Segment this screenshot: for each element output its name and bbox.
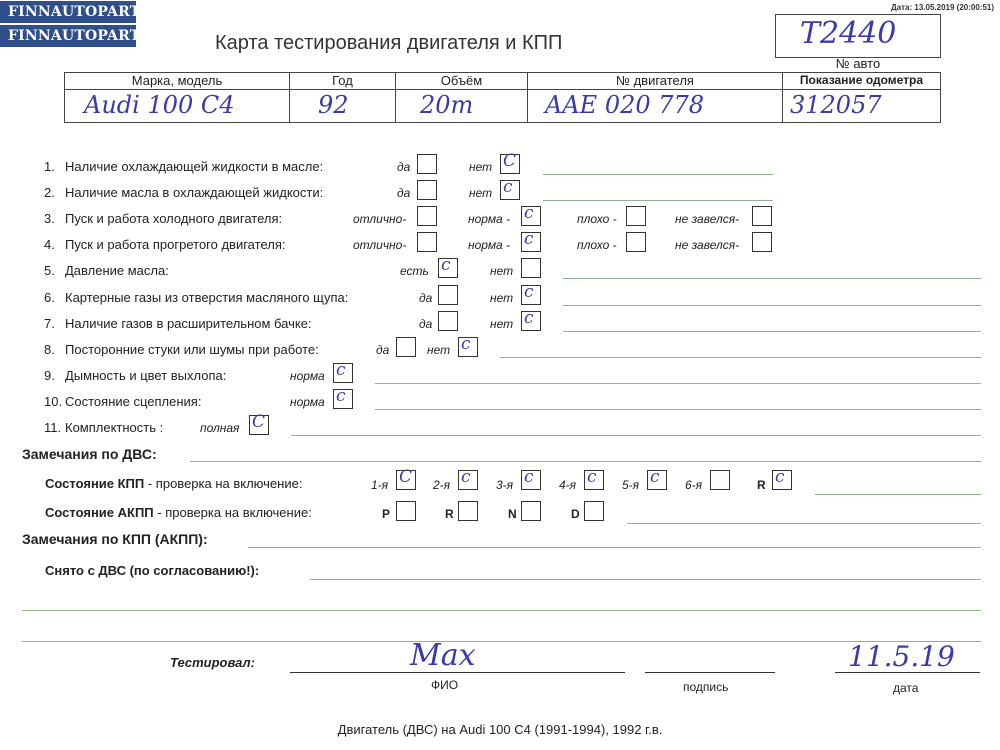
kpp-gear-3-label: 3-я [496,478,514,492]
check-1-opt-yes: да [397,160,411,174]
check-11-notes-line [291,435,981,436]
check-7-opt-no: нет [490,317,514,331]
check-9-mark-normal: с [336,360,346,380]
removed-line [310,579,981,580]
check-6-number: 6. [44,290,55,305]
check-11-mark-full: С [252,412,266,432]
check-5-mark-yes: с [441,255,451,275]
check-8-label: Посторонние стуки или шумы при работе: [65,342,319,357]
kpp-gear-4-label: 4-я [559,478,577,492]
akpp-gear-r-box[interactable] [458,501,478,521]
check-3-label: Пуск и работа холодного двигателя: [65,211,283,226]
check-9-box-normal[interactable] [333,360,353,383]
check-7-label: Наличие газов в расширительном бачке: [65,316,312,331]
kpp-gear-6-label: 6-я [685,478,703,492]
check-9-number: 9. [44,368,55,383]
check-3-box-bad[interactable] [626,206,646,226]
check-4-box-normal[interactable] [521,229,541,252]
check-4-number: 4. [44,237,55,252]
check-4-box-nostart[interactable] [752,232,772,252]
akpp-label [45,505,312,520]
check-10-opt-normal: норма [290,395,325,409]
check-2-opt-yes: да [397,186,411,200]
check-4-opt-nostart: не завелся- [675,238,740,252]
akpp-gear-r-label: R [445,507,454,521]
check-7-box-yes[interactable] [438,311,458,331]
akpp-gear-d-label: D [571,507,580,521]
check-4-mark-normal: с [524,229,534,249]
check-3-mark-normal: с [524,203,534,223]
check-3-box-nostart[interactable] [752,206,772,226]
extra-line-1 [22,610,981,611]
check-5-number: 5. [44,263,55,278]
check-8-mark-no: с [461,334,471,354]
kpp-gear-2-label: 2-я [433,478,451,492]
kpp-gear-r-label: R [757,478,766,492]
kpp-gear-3-mark: с [524,467,534,487]
engine-remarks-label: Замечания по ДВС: [22,446,157,462]
check-10-mark-normal: с [336,386,346,406]
check-4-opt-bad: плохо - [577,238,617,252]
header-make: Марка, модель [131,73,223,88]
check-3-box-normal[interactable] [521,203,541,226]
check-10-notes-line [375,409,981,410]
check-8-number: 8. [44,342,55,357]
date-label: дата [893,681,919,695]
car-number-label: № авто [835,56,881,71]
check-11-number: 11. [44,420,62,435]
akpp-gear-n-label: N [508,507,517,521]
check-4-opt-normal: норма - [468,238,511,252]
header-volume: Объём [440,73,483,88]
check-3-opt-bad: плохо - [577,212,617,226]
check-1-number: 1. [44,159,55,174]
kpp-gear-4-mark: с [587,467,597,487]
kpp-gear-2-mark: с [461,467,471,487]
akpp-label-bold: Состояние АКПП [45,505,154,520]
akpp-label-rest: - проверка на включение: [153,505,312,520]
check-1-mark-no: С [503,151,517,171]
check-10-number: 10. [44,394,63,409]
check-9-notes-line [375,383,981,384]
check-4-box-excellent[interactable] [417,232,437,252]
kpp-remarks-label: Замечания по КПП (АКПП): [22,531,208,547]
check-7-box-no[interactable] [521,308,541,331]
akpp-gear-p-label: P [382,507,391,521]
check-3-opt-normal: норма - [468,212,511,226]
kpp-label-bold: Состояние КПП [45,476,145,491]
kpp-gear-6-box[interactable] [710,470,730,490]
check-7-notes-line [563,331,981,332]
check-6-label: Картерные газы из отверстия масляного щупа: [65,290,349,305]
check-2-box-yes[interactable] [417,180,437,200]
check-8-notes-line [500,357,981,358]
check-11-label: Комплектность : [65,420,164,435]
check-8-box-no[interactable] [458,334,478,357]
kpp-gear-3-box[interactable] [521,467,541,490]
check-2-box-no[interactable] [500,177,520,200]
check-6-opt-yes: да [419,291,433,305]
kpp-gear-1-label: 1-я [371,478,389,492]
removed-label: Снято с ДВС (по согласованию!): [45,563,260,578]
check-2-label: Наличие масла в охлаждающей жидкости: [65,185,324,200]
check-3-opt-nostart: не завелся- [675,212,740,226]
kpp-gear-5-box[interactable] [647,467,667,490]
check-11-box-full[interactable] [249,412,269,435]
kpp-gear-r-box[interactable] [772,467,792,490]
check-5-opt-no: нет [490,264,514,278]
check-5-opt-yes: есть [400,264,429,278]
akpp-notes-line [627,523,981,524]
form-title: Карта тестирования двигателя и КПП [215,32,563,54]
kpp-gear-4-box[interactable] [584,467,604,490]
check-2-notes-line [543,200,773,201]
check-2-opt-no: нет [469,186,493,200]
check-9-label: Дымность и цвет выхлопа: [65,368,227,383]
car-number-value: T2440 [800,16,897,51]
kpp-gear-5-mark: с [650,467,660,487]
header-odometer: Показание одометра [799,73,924,87]
check-1-notes-line [543,174,773,175]
sign-label: подпись [683,680,729,694]
kpp-gear-1-box[interactable] [396,467,416,490]
check-2-mark-no: с [503,177,513,197]
value-make: Audi 100 C4 [84,91,235,119]
date-stamp: Дата: 13.05.2019 (20:00:51) [890,3,994,12]
kpp-gear-5-label: 5-я [622,478,640,492]
check-8-box-yes[interactable] [396,337,416,357]
kpp-notes-line [815,494,981,495]
fio-label: ФИО [431,678,459,692]
akpp-gear-d-box[interactable] [584,501,604,521]
check-3-box-excellent[interactable] [417,206,437,226]
header-year: Год [332,73,353,88]
check-5-label: Давление масла: [65,263,169,278]
kpp-label-rest: - проверка на включение: [144,476,303,491]
signature: Мах [410,638,476,673]
check-1-box-no[interactable] [500,151,520,174]
value-engine-no: AAE 020 778 [545,91,705,119]
check-3-opt-excellent: отлично- [353,212,407,226]
check-5-box-yes[interactable] [438,255,458,278]
engine-remarks-line [190,461,981,462]
check-6-box-yes[interactable] [438,285,458,305]
check-3-number: 3. [44,211,55,226]
logo-bottom: FINNAUTOPARTS [0,25,136,47]
check-6-notes-line [563,305,981,306]
date-value: 11.5.19 [848,640,955,673]
kpp-gear-1-mark: С [399,467,413,487]
check-7-mark-no: с [524,308,534,328]
check-4-label: Пуск и работа прогретого двигателя: [65,237,286,252]
akpp-gear-p-box[interactable] [396,501,416,521]
sign-line [645,672,775,673]
check-8-opt-no: нет [427,343,451,357]
check-5-box-no[interactable] [521,258,541,278]
check-11-opt-full: полная [200,421,240,435]
check-10-box-normal[interactable] [333,386,353,409]
logo-top: FINNAUTOPARTS [0,1,136,23]
check-1-label: Наличие охлаждающей жидкости в масле: [65,159,324,174]
check-4-box-bad[interactable] [626,232,646,252]
check-9-opt-normal: норма [290,369,325,383]
check-1-box-yes[interactable] [417,154,437,174]
kpp-gear-2-box[interactable] [458,467,478,490]
check-6-box-no[interactable] [521,282,541,305]
kpp-label [45,476,302,491]
caption: Двигатель (ДВС) на Audi 100 C4 (1991-1994), 1992 г.в. [337,722,663,737]
check-2-number: 2. [44,185,55,200]
header-engine-no: № двигателя [616,73,694,88]
akpp-gear-n-box[interactable] [521,501,541,521]
check-4-opt-excellent: отлично- [353,238,407,252]
extra-line-2 [22,641,981,642]
kpp-remarks-line [248,547,981,548]
check-7-opt-yes: да [419,317,433,331]
check-10-label: Состояние сцепления: [65,394,202,409]
value-odometer: 312057 [790,91,882,119]
check-5-notes-line [563,278,981,279]
tested-label: Тестировал: [170,655,255,670]
value-volume: 20m [420,91,474,119]
check-6-opt-no: нет [490,291,514,305]
check-1-opt-no: нет [469,160,493,174]
check-7-number: 7. [44,316,55,331]
value-year: 92 [318,91,349,119]
check-8-opt-yes: да [376,343,390,357]
check-6-mark-no: с [524,282,534,302]
kpp-gear-r-mark: с [775,467,785,487]
